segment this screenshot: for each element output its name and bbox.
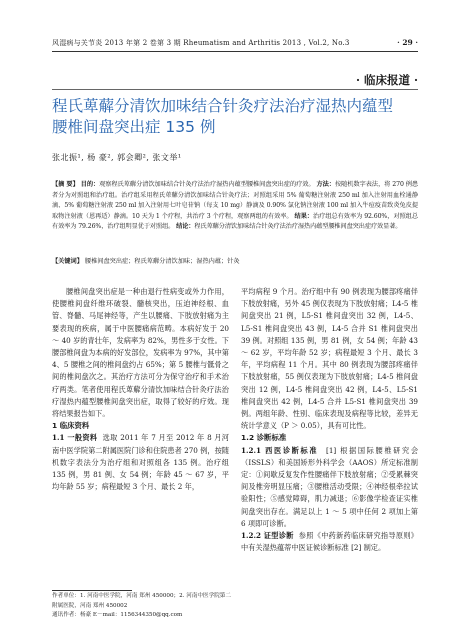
patients-paragraph: 平均病程 9 个月。治疗组中有 90 例表现为腰部疼痛伴下肢放射痛，另外 45 例仅表现为下肢放射痛；L4-5 椎间盘突出 21 例，L5-S1 椎间盘突出 32 例，L4-5、L5-S1 椎间盘突出 43 例，L4-5 合并 S1 椎间盘突出 39 例。对照组 135 例，男 81 例，女 54 例；年龄 43 ～ 62 岁，平均年龄 52 岁；病程最短 3 个月、最长 3 年，平均病程 11 个月。其中 80 例表现为腰部疼痛伴下肢放射痛，55 例仅表现为下肢放射痛；L4-5 椎间盘突出 12 例，L4-5 椎间盘突出 42 例，L4-5、L5-S1 椎间盘突出 42 例，L4-5 合并 L5-S1 椎间盘突出 39 例。两组年龄、性别、临床表现及病程等比较，差异无统计学意义（P ＞ 0.05），具有可比性。	[241, 287, 418, 431]
authors: 张北振¹, 杨 豪², 郭会卿², 张文举¹	[52, 153, 182, 162]
abstract-result: 治疗组总有效率为 92.60%，对照组总有效率为 79.26%，治疗组明显优于对照组。	[52, 212, 419, 231]
abstract-goal-label: 目的：	[80, 181, 100, 188]
intro-paragraph: 腰椎间盘突出症是一种由退行性病变或外力作用，使腰椎间盘纤维环破裂、髓核突出，压迫神经根、血管、脊髓、马尾神经等，产生以腰痛、下肢放射痛为主要表现的疾病，属于中医腰痛病范畴。本病好发于 20 ～ 40 岁的青壮年，发病率为 82%，男性多于女性。下腰部椎间盘为本病的好发部位，发病率为 97%，其中第 4、5 腰椎之间的椎间盘约占 65%；第 5 腰椎与骶骨之间的椎间盘次之。其治疗方法可分为保守治疗和手术治疗两类。笔者使用程氏萆薢分清饮加味结合针灸疗法治疗湿热内蕴型腰椎间盘突出症，取得了较好的疗效。现将结果报告如下。	[52, 287, 229, 419]
section-label: · 临床报道 ·	[355, 73, 418, 87]
heading-syndrome-diagnosis: 1.2.2 证型诊断	[241, 531, 294, 541]
footnote-affiliations: 作者单位：1. 河南中医学院，河南 郑州 450000；2. 河南中医学院第二附属医院，河南 郑州 450002	[52, 593, 231, 609]
title-line-1: 程氏萆薢分清饮加味结合针灸疗法治疗湿热内蕴型	[52, 97, 394, 115]
abstract	[52, 180, 418, 233]
left-column	[52, 286, 229, 493]
right-column	[241, 286, 418, 554]
heading-general-data: 1.1 一般资料	[52, 433, 98, 443]
footnote	[52, 592, 232, 621]
heading-clinical-data: 1 临床资料	[52, 421, 90, 431]
footnote-rule	[52, 590, 132, 591]
syndrome-diagnosis-text: 参照《中药新药临床研究指导原则》中有关湿热蕴蒂中医证候诊断标准 [2] 制定。	[241, 531, 418, 553]
abstract-goal: 观察程氏萆薢分清饮加味结合针灸疗法治疗湿热内蕴型腰椎间盘突出症的疗效。	[99, 181, 315, 188]
general-data-paragraph	[52, 432, 229, 493]
keywords	[52, 257, 418, 267]
journal-header: 风湿病与关节炎 2013 年第 2 卷第 3 期 Rheumatism and Arthritis 2013 , Vol.2, No.3	[52, 39, 350, 47]
keywords-text: 腰椎间盘突出症；程氏萆薢分清饮加味；湿热内蕴；针灸	[84, 258, 240, 265]
western-diagnosis-paragraph	[241, 445, 418, 530]
general-data-text: 选取 2011 年 7 月至 2012 年 8 月河南中医学院第二附属医院门诊和住院患者 270 例，按随机数字表法分为治疗组和对照组各 135 例。治疗组 135 例，男 81 例、女 54 例；年龄 45 ～ 67 岁，平均年龄 55 岁；病程最短 3 个月、最长 2 年，	[52, 433, 229, 492]
heading-diagnosis: 1.2 诊断标准	[241, 433, 287, 443]
abstract-result-label: 结果：	[294, 212, 314, 220]
abstract-method-label: 方法：	[316, 181, 335, 188]
western-diagnosis-text: [1] 根据国际腰椎研究会（ISSLS）和美国矫形外科学会（AAOS）所定标准制定：①间歇反复发作性腰痛伴下肢放射痛；②受累棘突间及椎旁明显压痛；③腰椎活动受限；④神经根牵拉试验阳性；⑤感觉障碍，肌力减退；⑥影像学检查证实椎间盘突出存在。满足以上 1 ～ 5 项中任何 2 项加上第 6 项即可诊断。	[241, 445, 419, 528]
keywords-label: 【关键词】	[52, 258, 83, 265]
article-title	[52, 96, 418, 138]
footnote-correspondence: 通讯作者：杨豪 E－mail：1156344350@qq.com	[52, 612, 183, 619]
title-line-2: 腰椎间盘突出症 135 例	[52, 118, 216, 136]
heading-western-diagnosis: 1.2.1 西医诊断标准	[241, 445, 319, 455]
abstract-method: 按随机数字表法，将 270 例患者分为对照组和治疗组。治疗组采用程氏萆薢分清饮加味结合针灸疗法；对照组采用 5% 葡萄糖注射液 250 ml 加入注射用血栓通静滴、5% 葡萄糖注射液 250 ml 加入注射用七叶皂苷钠（每支 10 mg）静滴及 0.90% 氯化钠注射液 100 ml 加入牛痘疫苗致炎兔皮提取物注射液（恩再适）静滴。10 天为 1 个疗程，共治疗 3 个疗程，观察两组的有效率。	[52, 181, 418, 220]
abstract-label: 【摘 要】	[52, 181, 79, 188]
syndrome-diagnosis-paragraph	[241, 530, 418, 554]
header-rule	[52, 51, 418, 52]
abstract-conclusion: 程氏萆薢分清饮加味结合针灸疗法治疗湿热内蕴型腰椎间盘突出症疗效显著。	[194, 223, 402, 231]
abstract-conclusion-label: 结论：	[176, 223, 195, 231]
page-number: · 29 ·	[397, 38, 418, 47]
section-rule	[52, 89, 418, 90]
